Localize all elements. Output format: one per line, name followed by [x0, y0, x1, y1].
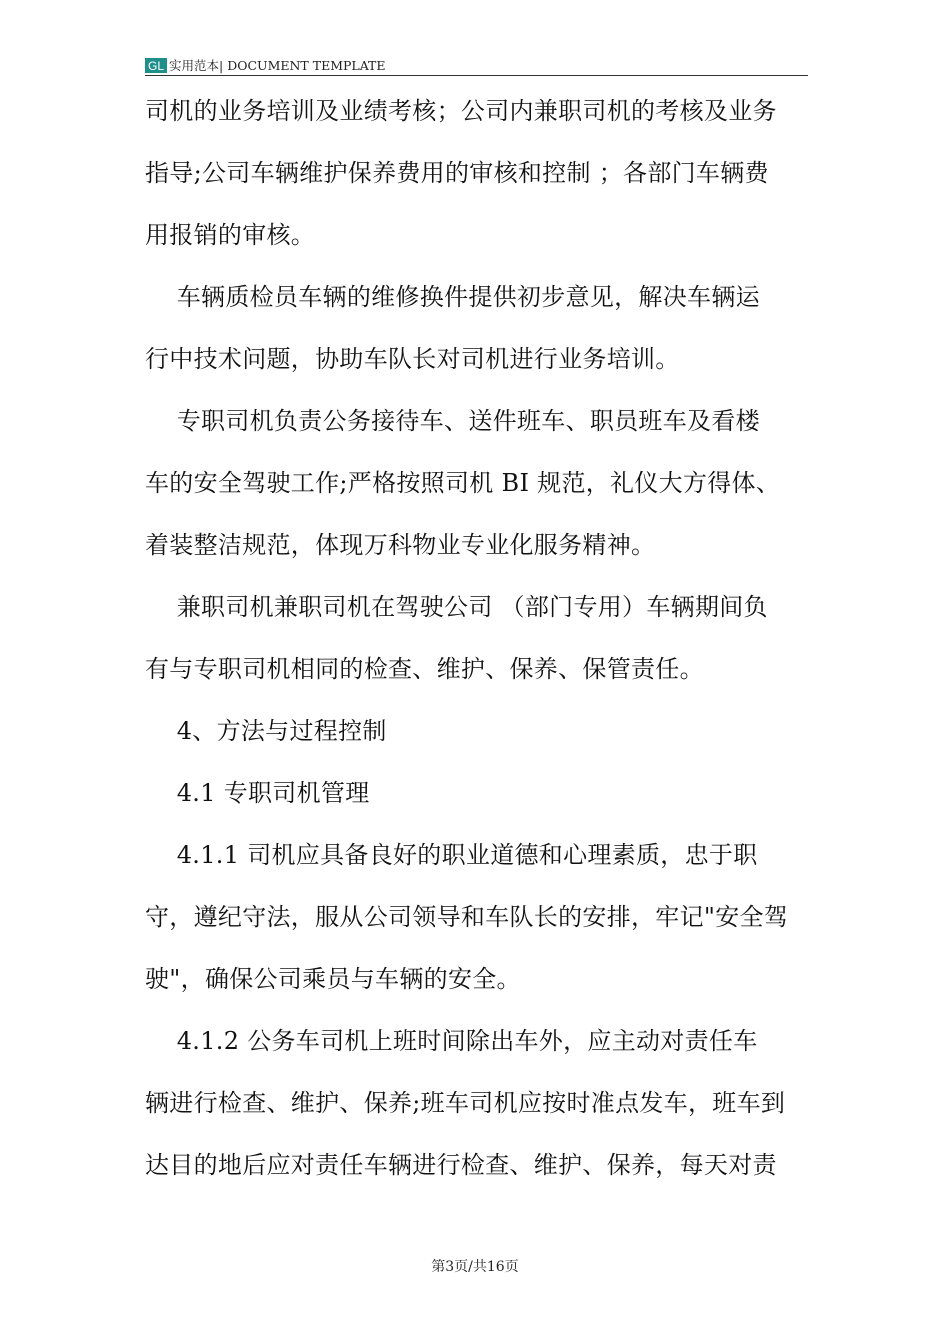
body-line: 兼职司机兼职司机在驾驶公司 （部门专用）车辆期间负: [145, 593, 768, 621]
body-line: 专职司机负责公务接待车、送件班车、职员班车及看楼: [145, 407, 760, 435]
body-line: 4.1.2 公务车司机上班时间除出车外，应主动对责任车: [145, 1027, 758, 1055]
body-line: 用报销的审核。: [145, 221, 316, 249]
body-line: 辆进行检查、维护、保养;班车司机应按时准点发车，班车到: [145, 1089, 786, 1117]
document-header: [145, 53, 808, 76]
body-line: 指导;公司车辆维护保养费用的审核和控制 ；各部门车辆费: [145, 159, 769, 187]
page-number: 第3页/共16页: [431, 1259, 519, 1275]
body-line: 守，遵纪守法，服从公司领导和车队长的安排，牢记"安全驾: [145, 903, 789, 931]
body-line: 司机的业务培训及业绩考核；公司内兼职司机的考核及业务: [145, 97, 777, 125]
body-line: 达目的地后应对责任车辆进行检查、维护、保养，每天对责: [145, 1151, 777, 1179]
body-line: 车的安全驾驶工作;严格按照司机 BI 规范，礼仪大方得体、: [145, 469, 781, 497]
body-line: 驶"，确保公司乘员与车辆的安全。: [145, 965, 521, 993]
body-line: 行中技术问题，协助车队长对司机进行业务培训。: [145, 345, 680, 373]
subsection-heading: 4.1 专职司机管理: [145, 779, 370, 807]
gl-logo: GL: [145, 58, 167, 73]
body-line: 车辆质检员车辆的维修换件提供初步意见，解决车辆运: [145, 283, 760, 311]
section-heading: 4、方法与过程控制: [145, 717, 387, 745]
body-line: 着装整洁规范，体现万科物业专业化服务精神。: [145, 531, 656, 559]
header-title: 实用范本| DOCUMENT TEMPLATE: [169, 58, 386, 73]
body-line: 4.1.1 司机应具备良好的职业道德和心理素质，忠于职: [145, 841, 758, 869]
body-line: 有与专职司机相同的检查、维护、保养、保管责任。: [145, 655, 704, 683]
